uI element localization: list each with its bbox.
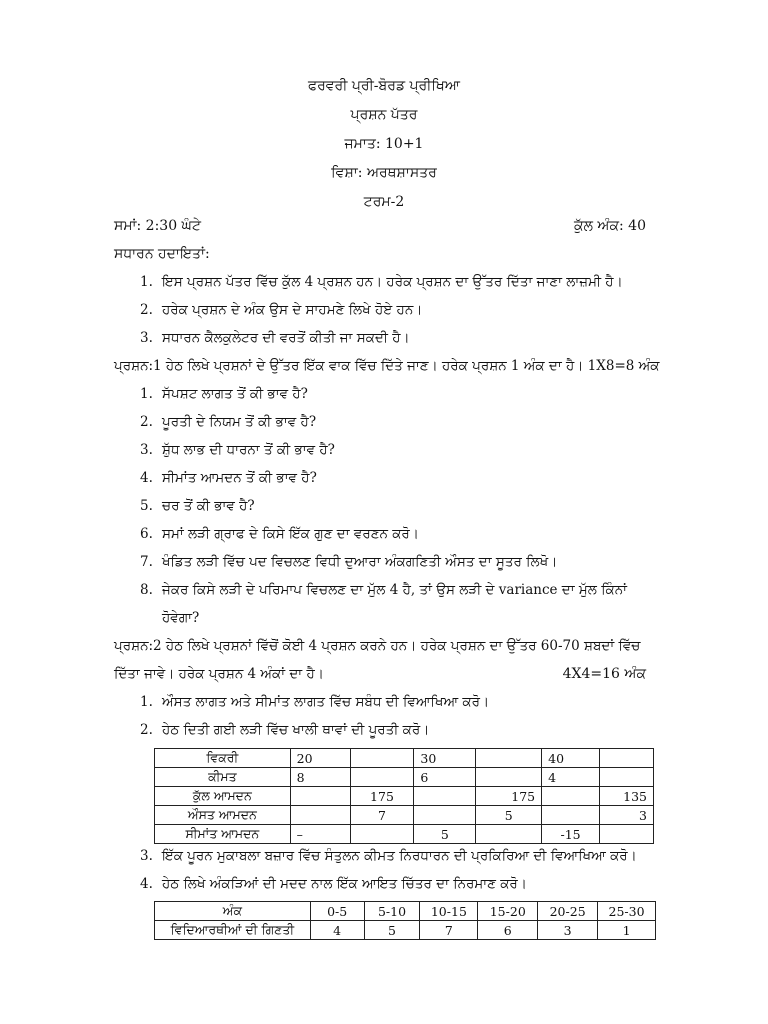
exam-title: ਫਰਵਰੀ ਪ੍ਰੀ-ਬੋਰਡ ਪ੍ਰੀਖਿਆ xyxy=(307,78,461,94)
time-allowed: ਸਮਾਂ: 2:30 ਘੰਟੇ xyxy=(114,218,201,234)
table-cell: 20 xyxy=(290,749,350,768)
table-header-cell: ਅੰਕ xyxy=(155,902,311,921)
q1-item: 4. ਸੀਮਾਂਤ ਆਮਦਨ ਤੋਂ ਕੀ ਭਾਵ ਹੈ? xyxy=(140,470,317,486)
table-cell: 7 xyxy=(420,921,478,940)
q2-item: 1. ਔਸਤ ਲਾਗਤ ਅਤੇ ਸੀਮਾਂਤ ਲਾਗਤ ਵਿੱਚ ਸਬੰਧ ਦੀ ਵਿਆਖਿਆ ਕਰੋ। xyxy=(140,694,490,710)
histogram-data-table xyxy=(154,901,656,940)
table-row xyxy=(155,921,656,940)
term-line: ਟਰਮ-2 xyxy=(363,194,405,210)
table-cell: 4 xyxy=(542,768,600,787)
table-cell xyxy=(290,806,350,825)
table-row xyxy=(155,902,656,921)
q2-marks: 4X4=16 ਅੰਕ xyxy=(562,666,646,682)
table-cell: 135 xyxy=(600,787,654,806)
table-cell xyxy=(600,768,654,787)
table-cell: ਕੀਮਤ xyxy=(155,768,291,787)
q2-heading-line2: ਦਿੱਤਾ ਜਾਵੇ। ਹਰੇਕ ਪ੍ਰਸ਼ਨ 4 ਅੰਕਾਂ ਦਾ ਹੈ। xyxy=(114,666,324,682)
table-cell xyxy=(414,806,476,825)
table-header-cell: 5-10 xyxy=(364,902,420,921)
table-cell: 5 xyxy=(364,921,420,940)
revenue-table xyxy=(154,748,654,844)
table-cell: 40 xyxy=(542,749,600,768)
table-header-cell: 10-15 xyxy=(420,902,478,921)
table-header-cell: 0-5 xyxy=(310,902,364,921)
table-cell: ਕੁੱਲ ਆਮਦਨ xyxy=(155,787,291,806)
table-cell xyxy=(600,749,654,768)
table-cell: 6 xyxy=(478,921,538,940)
q1-heading: ਪ੍ਰਸ਼ਨ:1 ਹੇਠ ਲਿਖੇ ਪ੍ਰਸ਼ਨਾਂ ਦੇ ਉੱਤਰ ਇੱਕ ਵਾਕ ਵਿੱਚ ਦਿੱਤੇ ਜਾਣ। ਹਰੇਕ ਪ੍ਰਸ਼ਨ 1 ਅੰਕ ਦਾ ਹੈ। 1X8=8 ਅੰਕ xyxy=(114,358,660,374)
table-row xyxy=(155,749,654,768)
table-cell: 30 xyxy=(414,749,476,768)
table-cell: 7 xyxy=(350,806,414,825)
table-row xyxy=(155,768,654,787)
table-cell: ਵਿਕਰੀ xyxy=(155,749,291,768)
q1-item: 8. ਜੇਕਰ ਕਿਸੇ ਲੜੀ ਦੇ ਪਰਿਮਾਪ ਵਿਚਲਣ ਦਾ ਮੁੱਲ 4 ਹੈ, ਤਾਂ ਉਸ ਲੜੀ ਦੇ variance ਦਾ ਮੁੱਲ ਕਿੰਨਾਂ xyxy=(140,582,628,598)
table-cell xyxy=(600,825,654,844)
table-cell: 175 xyxy=(350,787,414,806)
q2-item: 3. ਇੱਕ ਪੂਰਨ ਮੁਕਾਬਲਾ ਬਜ਼ਾਰ ਵਿੱਚ ਸੰਤੁਲਨ ਕੀਮਤ ਨਿਰਧਾਰਨ ਦੀ ਪ੍ਰਕਿਰਿਆ ਦੀ ਵਿਆਖਿਆ ਕਰੋ। xyxy=(140,848,637,864)
class-line: ਜਮਾਤ: 10+1 xyxy=(344,136,424,152)
table-cell: 1 xyxy=(598,921,656,940)
table-cell xyxy=(542,787,600,806)
table-cell: ਔਸਤ ਆਮਦਨ xyxy=(155,806,291,825)
paper-title: ਪ੍ਰਸ਼ਨ ਪੱਤਰ xyxy=(350,107,418,123)
q1-item: 5. ਚਰ ਤੋਂ ਕੀ ਭਾਵ ਹੈ? xyxy=(140,498,255,514)
instruction-item: 1. ਇਸ ਪ੍ਰਸ਼ਨ ਪੱਤਰ ਵਿੱਚ ਕੁੱਲ 4 ਪ੍ਰਸ਼ਨ ਹਨ। ਹਰੇਕ ਪ੍ਰਸ਼ਨ ਦਾ ਉੱਤਰ ਦਿੱਤਾ ਜਾਣਾ ਲਾਜ਼ਮੀ ਹੈ। xyxy=(140,274,623,290)
q2-heading-line1: ਪ੍ਰਸ਼ਨ:2 ਹੇਠ ਲਿਖੇ ਪ੍ਰਸ਼ਨਾਂ ਵਿੱਚੋਂ ਕੋਈ 4 ਪ੍ਰਸ਼ਨ ਕਰਨੇ ਹਨ। ਹਰੇਕ ਪ੍ਰਸ਼ਨ ਦਾ ਉੱਤਰ 60-70 ਸ਼ਬਦਾਂ ਵਿੱਚ xyxy=(114,638,641,654)
q1-item: 1. ਸੱਪਸ਼ਟ ਲਾਗਤ ਤੋਂ ਕੀ ਭਾਵ ਹੈ? xyxy=(140,386,308,402)
q1-item: 6. ਸਮਾਂ ਲੜੀ ਗ੍ਰਾਫ ਦੇ ਕਿਸੇ ਇੱਕ ਗੁਣ ਦਾ ਵਰਣਨ ਕਰੋ। xyxy=(140,526,419,542)
table-row xyxy=(155,806,654,825)
table-cell xyxy=(350,825,414,844)
subject-line: ਵਿਸ਼ਾ: ਅਰਥਸ਼ਾਸਤਰ xyxy=(331,165,437,181)
table-cell xyxy=(476,825,542,844)
instructions-title: ਸਧਾਰਨ ਹਦਾਇਤਾਂ: xyxy=(114,246,210,262)
table-row xyxy=(155,787,654,806)
table-header-cell: 15-20 xyxy=(478,902,538,921)
total-marks: ਕੁੱਲ ਅੰਕ: 40 xyxy=(573,218,646,234)
table-cell xyxy=(350,749,414,768)
instruction-item: 3. ਸਧਾਰਨ ਕੈਲਕੁਲੇਟਰ ਦੀ ਵਰਤੋਂ ਕੀਤੀ ਜਾ ਸਕਦੀ ਹੈ। xyxy=(140,330,410,346)
table-cell: -15 xyxy=(542,825,600,844)
table-cell: 5 xyxy=(476,806,542,825)
q2-item: 4. ਹੇਠ ਲਿਖੇ ਅੰਕੜਿਆਂ ਦੀ ਮਦਦ ਨਾਲ ਇੱਕ ਆਇਤ ਚਿੱਤਰ ਦਾ ਨਿਰਮਾਣ ਕਰੋ। xyxy=(140,876,527,892)
table-cell: ਸੀਮਾਂਤ ਆਮਦਨ xyxy=(155,825,291,844)
table-cell xyxy=(476,768,542,787)
table-row xyxy=(155,825,654,844)
table-cell: 5 xyxy=(414,825,476,844)
table-cell: 3 xyxy=(538,921,598,940)
q1-item: 7. ਖੰਡਿਤ ਲੜੀ ਵਿੱਚ ਪਦ ਵਿਚਲਣ ਵਿਧੀ ਦੁਆਰਾ ਅੰਕਗਣਿਤੀ ਔਸਤ ਦਾ ਸੂਤਰ ਲਿਖੋ। xyxy=(140,554,558,570)
table-cell: ਵਿਦਿਆਰਥੀਆਂ ਦੀ ਗਿਣਤੀ xyxy=(155,921,311,940)
q2-item: 2. ਹੇਠ ਦਿਤੀ ਗਈ ਲੜੀ ਵਿੱਚ ਖਾਲੀ ਥਾਵਾਂ ਦੀ ਪੂਰਤੀ ਕਰੋ। xyxy=(140,722,430,738)
q1-item: 3. ਸ਼ੁੱਧ ਲਾਭ ਦੀ ਧਾਰਨਾ ਤੋਂ ਕੀ ਭਾਵ ਹੈ? xyxy=(140,442,335,458)
q1-item8-continuation: ਹੋਵੇਗਾ? xyxy=(162,610,200,626)
table-cell: 4 xyxy=(310,921,364,940)
table-cell xyxy=(414,787,476,806)
q1-item: 2. ਪੂਰਤੀ ਦੇ ਨਿਯਮ ਤੋਂ ਕੀ ਭਾਵ ਹੈ? xyxy=(140,414,317,430)
table-cell xyxy=(290,787,350,806)
table-cell: 8 xyxy=(290,768,350,787)
table-cell: 6 xyxy=(414,768,476,787)
table-header-cell: 20-25 xyxy=(538,902,598,921)
table-cell: 3 xyxy=(600,806,654,825)
instruction-item: 2. ਹਰੇਕ ਪ੍ਰਸ਼ਨ ਦੇ ਅੰਕ ਉਸ ਦੇ ਸਾਹਮਣੇ ਲਿਖੇ ਹੋਏ ਹਨ। xyxy=(140,302,423,318)
table-cell: – xyxy=(290,825,350,844)
table-header-cell: 25-30 xyxy=(598,902,656,921)
table-cell xyxy=(476,749,542,768)
table-cell: 175 xyxy=(476,787,542,806)
table-cell xyxy=(350,768,414,787)
table-cell xyxy=(542,806,600,825)
